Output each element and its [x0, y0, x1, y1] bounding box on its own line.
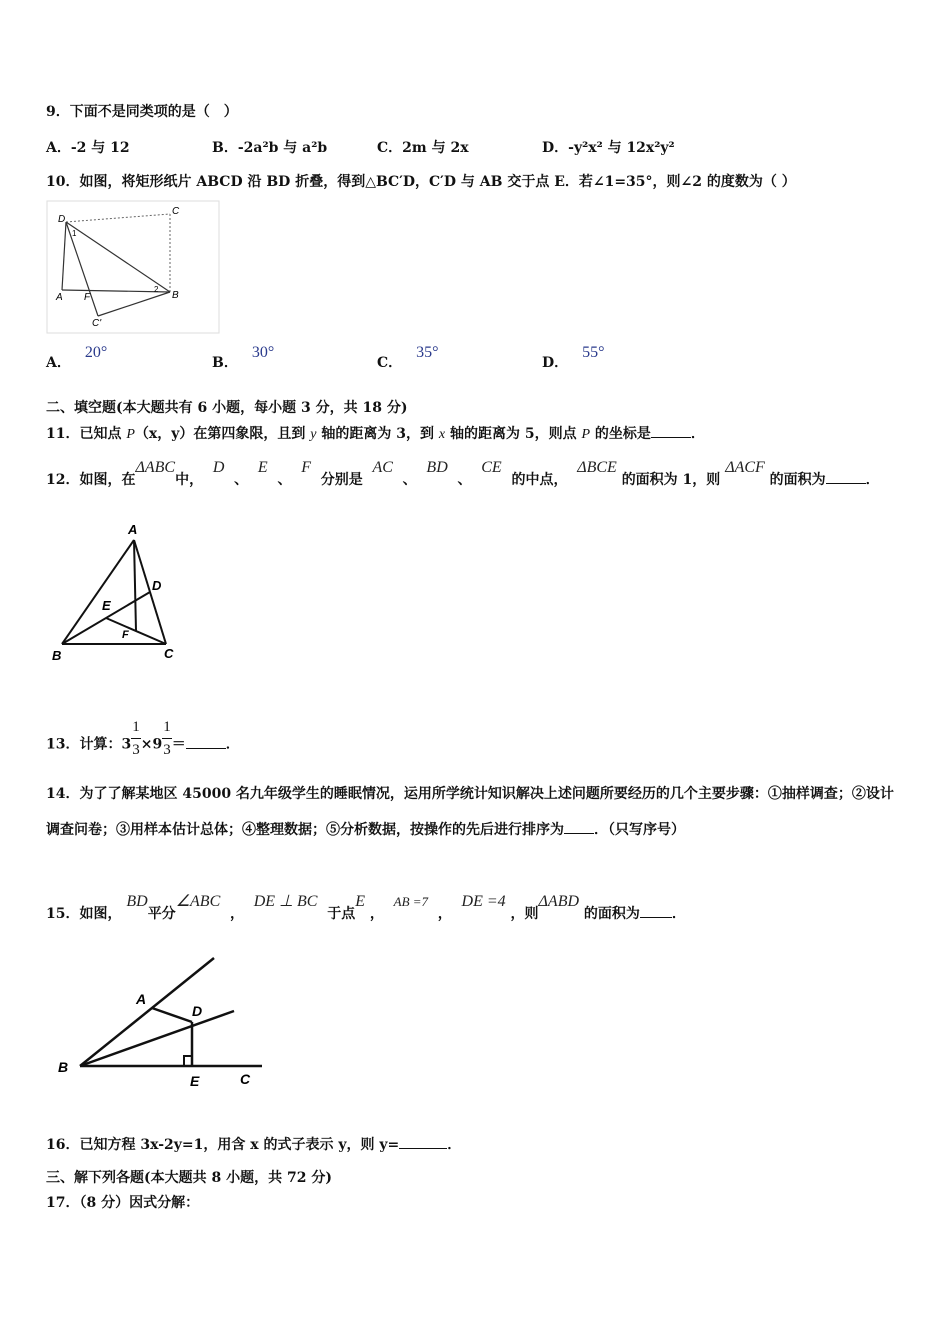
option-key: B．: [212, 355, 238, 371]
q15-m3: DE ⊥ BC: [253, 893, 318, 910]
q12-m8: ΔBCE: [577, 459, 617, 476]
option-text: -2a²b 与 a²b: [237, 140, 328, 156]
option-key: B．: [212, 140, 238, 156]
q10-figure: [46, 200, 221, 335]
label-c: C: [172, 206, 180, 217]
q12-m3: E: [257, 459, 268, 476]
q16-answer-blank[interactable]: [399, 1135, 447, 1149]
label-angle-2: 2: [154, 285, 159, 294]
label-e: E: [190, 1073, 200, 1089]
q13-times: ×9: [140, 736, 163, 753]
label-angle-1: 1: [72, 229, 77, 238]
q13-num-2: 1: [162, 716, 172, 739]
question-10-stem: 10．如图，将矩形纸片 ABCD 沿 BD 折叠，得到△BC′D，C′D 与 AB 交于点 E．若∠1=35°，则∠2 的度数为（ ）: [46, 174, 796, 190]
q15-m5: AB =7: [393, 894, 429, 909]
question-11: [46, 424, 705, 445]
q12-t7: 、: [457, 472, 472, 488]
question-16: [46, 1135, 461, 1155]
option-key: D．: [542, 140, 569, 156]
q15-t3: ，: [230, 906, 244, 922]
question-12: [46, 459, 880, 490]
q11-post: 的坐标是: [590, 426, 651, 442]
label-a: A: [56, 292, 63, 303]
option-value: 35°: [416, 344, 439, 361]
q11-point-p2: P: [581, 427, 591, 442]
q15-answer-blank[interactable]: [640, 904, 672, 918]
q12-m6: BD: [426, 459, 448, 476]
label-d: D: [192, 1003, 203, 1019]
option-text: -y²x² 与 12x²y²: [568, 140, 675, 156]
q11-mid: 在第四象限，且到: [193, 426, 311, 442]
section-3-heading: 三、解下列各题(本大题共 8 小题，共 72 分): [46, 1170, 332, 1186]
option-key: D．: [542, 355, 569, 371]
question-13: [46, 719, 240, 767]
q12-t5: 分别是: [320, 472, 363, 488]
q12-answer-blank[interactable]: [826, 470, 866, 484]
q10-option-b[interactable]: [212, 344, 275, 372]
q15-t6: ，: [437, 906, 452, 922]
label-a: A: [136, 991, 147, 1007]
q15-m4: E: [355, 893, 365, 910]
q11-end: ．: [690, 426, 705, 442]
option-text: -2 与 12: [70, 140, 130, 156]
q12-m2: D: [212, 459, 225, 476]
label-d: D: [58, 214, 66, 225]
question-15: [46, 893, 686, 924]
question-14: [46, 776, 906, 848]
q12-m9: ΔACF: [725, 459, 765, 476]
q11-coord: （x，y）: [134, 426, 194, 442]
q11-mid2: 轴的距离为 3，到: [316, 426, 439, 442]
q12-t8: 的中点，: [511, 472, 568, 488]
q15-t5: ，: [369, 906, 384, 922]
edge-dc-prime: [66, 222, 98, 316]
label-b: B: [172, 290, 179, 301]
label-f: F: [84, 292, 91, 303]
q12-end: ．: [865, 472, 880, 488]
q12-t1: 12．如图，在: [46, 472, 136, 488]
q13-den-2: 3: [163, 742, 171, 758]
label-c-prime: C': [92, 318, 102, 329]
q12-t6: 、: [402, 472, 417, 488]
q12-t4: 、: [277, 472, 292, 488]
q11-point-p: P: [126, 427, 135, 442]
option-key: C．: [377, 140, 403, 156]
q14-end: ．（只写序号）: [594, 822, 685, 838]
q9-option-b[interactable]: [212, 137, 327, 157]
q12-figure: [46, 518, 196, 668]
q11-answer-blank[interactable]: [651, 424, 691, 438]
edge-c-prime-b: [98, 292, 170, 316]
q15-figure: [46, 950, 276, 1090]
q9-option-a[interactable]: [46, 137, 130, 157]
q12-t10: 的面积为: [769, 472, 826, 488]
label-d: D: [152, 578, 162, 593]
q12-t3: 、: [234, 472, 249, 488]
option-value: 30°: [251, 344, 275, 361]
q9-option-d[interactable]: [542, 137, 675, 157]
q13-prefix: 13．计算：3: [46, 736, 132, 753]
q15-m7: ΔABD: [538, 893, 580, 910]
q12-m4: F: [301, 459, 311, 476]
q13-answer-blank[interactable]: [186, 735, 226, 749]
option-key: A．: [46, 140, 71, 156]
label-a: A: [128, 522, 138, 537]
q12-m7: CE: [481, 459, 502, 476]
label-b: B: [58, 1059, 69, 1075]
q11-x: x: [438, 427, 446, 442]
q12-m1: ΔABC: [135, 459, 176, 476]
segment-ad: [152, 1008, 192, 1022]
label-f: F: [122, 629, 129, 641]
q15-t7: ，则: [510, 906, 539, 922]
q10-option-c[interactable]: [377, 344, 439, 372]
q13-end: ．: [225, 736, 240, 753]
option-value: 20°: [84, 344, 108, 361]
q15-m1: BD: [126, 893, 148, 910]
q11-y: y: [310, 427, 317, 442]
q10-option-d[interactable]: [542, 344, 605, 372]
question-17: 17．（8 分）因式分解：: [46, 1195, 200, 1211]
option-key: A．: [46, 355, 71, 371]
q15-t2: 平分: [147, 906, 176, 922]
edge-da: [62, 222, 66, 290]
q15-end: ．: [671, 906, 686, 922]
label-c: C: [164, 646, 174, 661]
edge-dc: [66, 214, 170, 222]
q15-m2: ∠ABC: [175, 893, 221, 910]
q13-fraction-2: [162, 716, 172, 761]
label-c: C: [240, 1071, 251, 1087]
q13-fraction-1: [131, 716, 141, 761]
label-b: B: [52, 648, 62, 663]
question-9-stem: 9．下面不是同类项的是（ ）: [46, 104, 238, 120]
ray-bd: [80, 1011, 234, 1066]
q12-m5: AC: [372, 459, 393, 476]
q10-option-a[interactable]: [46, 344, 108, 372]
segment-af: [134, 540, 136, 631]
q11-mid3: 轴的距离为 5，则点: [445, 426, 582, 442]
q13-eq: ＝: [171, 736, 186, 753]
q13-den-1: 3: [132, 742, 140, 758]
q16-text: 16．已知方程 3x-2y=1，用含 x 的式子表示 y，则 y=: [46, 1137, 400, 1153]
q14-text: 14．为了了解某地区 45000 名九年级学生的睡眠情况，运用所学统计知识解决上述问题所要经历的几个主要步骤：①抽样调查；②设计调查问卷；③用样本估计总体；④整理数据；⑤分析数据，按操作的先后进行排序为: [46, 786, 894, 838]
q15-t4: 于点: [327, 906, 356, 922]
label-e: E: [102, 598, 111, 613]
q13-num-1: 1: [131, 716, 141, 739]
q15-t8: 的面积为: [583, 906, 640, 922]
q15-m6: DE =4: [461, 893, 506, 910]
option-text: 2m 与 2x: [402, 140, 469, 156]
section-2-heading: 二、填空题(本大题共有 6 小题，每小题 3 分，共 18 分): [46, 400, 408, 416]
q12-t2: 中，: [175, 472, 204, 488]
q9-option-c[interactable]: [377, 137, 469, 157]
fold-bd: [66, 222, 170, 292]
q15-t1: 15．如图，: [46, 906, 122, 922]
q11-prefix: 11．已知点: [46, 426, 127, 442]
q16-end: ．: [447, 1137, 462, 1153]
q12-t9: 的面积为 1，则: [621, 472, 721, 488]
option-key: C．: [377, 355, 403, 371]
option-value: 55°: [582, 344, 605, 361]
q14-answer-blank[interactable]: [564, 820, 594, 834]
